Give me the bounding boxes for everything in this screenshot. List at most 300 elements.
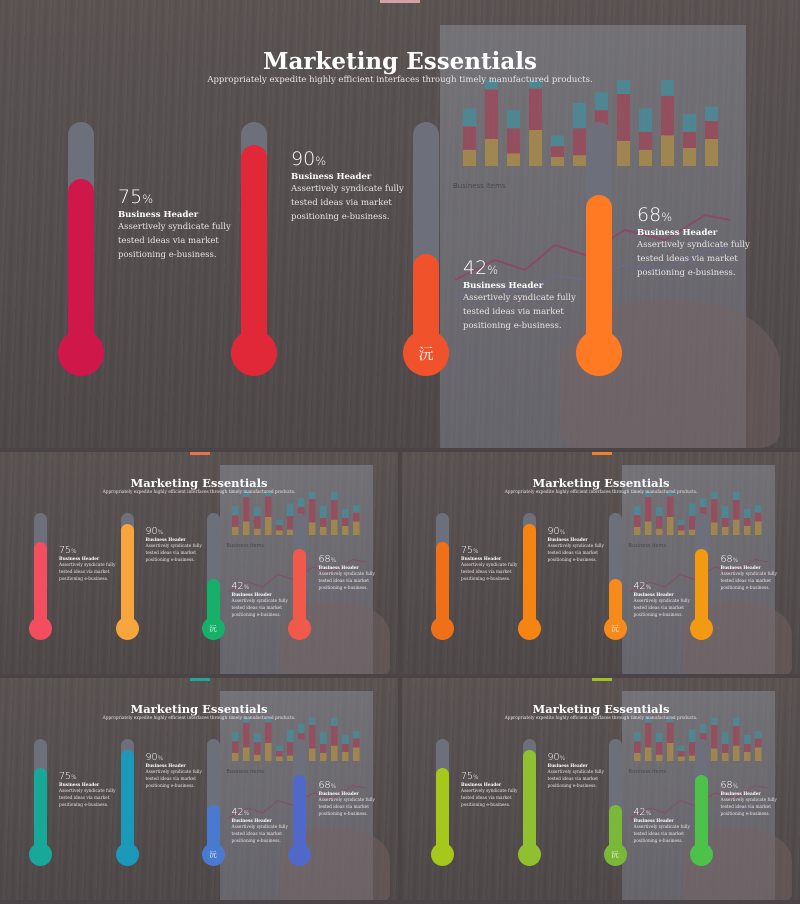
background-bar	[298, 498, 305, 507]
background-bar	[276, 525, 283, 530]
bulb-glyph-icon: 沅	[209, 850, 217, 859]
thermometer-tube	[34, 739, 47, 853]
thermometer-tube	[293, 739, 306, 853]
background-bar	[254, 755, 261, 761]
background-bar	[276, 757, 283, 762]
stat-header: Business Header	[547, 764, 588, 769]
stat-percent	[291, 148, 404, 170]
background-bar	[331, 520, 338, 535]
stat-header: Business Header	[59, 783, 100, 788]
thermometer-fill	[523, 524, 536, 627]
stat-value: 75	[59, 771, 72, 782]
stat-description-line: positioning e-business.	[318, 586, 368, 591]
thermometer-bulb	[29, 843, 52, 866]
slide-green	[402, 678, 800, 900]
stat-description-line: positioning e-business.	[720, 586, 770, 591]
stat-description-line: Assertively syndicate fully	[231, 598, 288, 604]
stat-header: Business Header	[318, 792, 359, 797]
stat-description-line: positioning e-business.	[633, 838, 683, 844]
background-chart-caption: Business items	[226, 543, 265, 549]
thermometer-tube	[34, 513, 47, 627]
background-bar	[722, 744, 729, 753]
stat-percent	[463, 257, 576, 279]
stat-description-line: Assertively syndicate fully	[291, 184, 404, 194]
stat-block	[548, 752, 604, 790]
background-bar	[744, 526, 751, 535]
thermometer-fill	[241, 145, 267, 350]
background-bar	[705, 107, 718, 121]
thermometer-tube	[523, 513, 536, 627]
stat-header: Business Header	[463, 281, 544, 291]
stat-percent	[319, 554, 375, 565]
background-bar	[276, 746, 283, 751]
background-bar	[232, 753, 239, 761]
page-subtitle: Appropriately expedite highly efficient interfaces through timely manufactured products.	[504, 715, 698, 721]
thermometer-bulb	[202, 617, 225, 640]
thermometer-tube	[413, 122, 439, 350]
thermometer-fill	[68, 179, 94, 350]
background-bar	[265, 496, 272, 517]
stat-description-line: Assertively syndicate fully	[59, 789, 116, 794]
stat-description-line: positioning e-business.	[231, 838, 281, 844]
background-bar	[309, 725, 316, 748]
background-bar	[645, 723, 652, 748]
background-bar	[265, 743, 272, 761]
stat-description-line: tested ideas via market	[118, 236, 219, 246]
stat-description-line: Assertively syndicate fully	[145, 544, 202, 549]
stat-percent	[721, 780, 777, 791]
background-bar	[463, 108, 476, 126]
stat-value: 75	[461, 771, 474, 782]
background-bar	[232, 527, 239, 535]
background-bar	[232, 506, 239, 515]
stat-description-line: positioning e-business.	[118, 250, 217, 260]
stat-percent	[59, 771, 115, 782]
thermometer-fill	[436, 542, 449, 628]
thermometer-fill	[34, 768, 47, 854]
stat-unit: %	[732, 558, 738, 564]
stat-block	[463, 257, 576, 333]
background-bar	[353, 513, 360, 522]
thermometer-bulb	[202, 843, 225, 866]
stat-description-line: tested ideas via market	[637, 254, 738, 264]
stat-value: 68	[318, 554, 331, 565]
thermometer-bulb	[116, 617, 139, 640]
background-bar	[656, 755, 663, 761]
background-bar	[683, 132, 696, 148]
background-bar	[656, 516, 663, 529]
stat-description-line: Assertively syndicate fully	[637, 240, 750, 250]
background-bar	[309, 522, 316, 535]
background-bar	[617, 141, 630, 166]
background-bar	[678, 520, 685, 525]
background-bar	[678, 751, 685, 756]
background-bar	[320, 753, 327, 761]
stat-unit: %	[732, 784, 738, 790]
stat-description-line: positioning e-business.	[145, 558, 195, 563]
background-bar	[634, 741, 641, 753]
thermometer-bulb	[116, 843, 139, 866]
stat-description-line: tested ideas via market	[145, 777, 196, 782]
slide-top-marker	[592, 678, 612, 681]
stat-block	[634, 807, 690, 845]
stat-description-line: tested ideas via market	[461, 796, 512, 801]
background-bar	[353, 739, 360, 748]
thermometer-bulb	[431, 843, 454, 866]
stat-percent	[637, 204, 750, 226]
background-bar	[276, 531, 283, 536]
background-bar	[265, 722, 272, 743]
stat-header: Business Header	[547, 538, 588, 543]
background-bar	[661, 96, 674, 136]
background-bar	[309, 499, 316, 522]
background-bar	[667, 496, 674, 517]
stat-description-line: Assertively syndicate fully	[547, 770, 604, 775]
background-bar	[733, 746, 740, 761]
background-bar	[683, 148, 696, 166]
background-bar	[353, 748, 360, 762]
stat-unit: %	[315, 154, 327, 168]
background-bar	[689, 504, 696, 517]
stat-description-line: tested ideas via market	[547, 551, 598, 556]
stat-unit: %	[559, 756, 565, 762]
stat-description-line: Assertively syndicate fully	[720, 572, 777, 577]
stat-block	[721, 780, 777, 818]
background-bar	[254, 529, 261, 535]
background-bar	[733, 500, 740, 520]
stat-description-line: Assertively syndicate fully	[461, 789, 518, 794]
slide-top-marker	[190, 678, 210, 681]
thermometer-tube	[523, 739, 536, 853]
stat-value: 90	[145, 526, 158, 537]
background-bar	[243, 497, 250, 522]
stat-description-line: tested ideas via market	[231, 605, 282, 611]
background-chart-caption: Business items	[226, 769, 265, 775]
stat-block	[319, 780, 375, 818]
background-bar	[755, 505, 762, 512]
stat-block	[59, 771, 115, 809]
thermometer-tube	[207, 739, 220, 853]
stat-block	[118, 186, 231, 262]
stat-description-line: Assertively syndicate fully	[463, 293, 576, 303]
thermometer-fill	[121, 524, 134, 627]
thermometer-bulb	[690, 617, 713, 640]
stat-block	[548, 526, 604, 564]
stat-description-line: tested ideas via market	[318, 579, 369, 584]
stat-header: Business Header	[231, 818, 272, 824]
stat-percent	[146, 526, 202, 537]
background-bar	[485, 139, 498, 166]
stat-description-line: positioning e-business.	[463, 321, 562, 331]
stat-description-line: Assertively syndicate fully	[318, 798, 375, 803]
background-bar	[342, 735, 349, 744]
thermometer-bulb	[288, 843, 311, 866]
stat-unit: %	[473, 775, 479, 781]
background-bar	[551, 146, 564, 157]
stat-description-line: tested ideas via market	[633, 605, 684, 611]
stat-header: Business Header	[231, 592, 272, 598]
background-bar	[744, 509, 751, 518]
stat-unit: %	[71, 549, 77, 555]
stat-value: 42	[231, 580, 244, 592]
background-bar	[287, 730, 294, 743]
stat-unit: %	[559, 530, 565, 536]
stat-header: Business Header	[461, 783, 502, 788]
background-bar	[755, 739, 762, 748]
stat-percent	[59, 545, 115, 556]
background-bar	[287, 504, 294, 517]
stat-description-line: Assertively syndicate fully	[547, 544, 604, 549]
thermometer-tube	[695, 739, 708, 853]
background-bar	[733, 726, 740, 746]
stat-unit: %	[157, 530, 163, 536]
background-bar	[254, 733, 261, 742]
slide-top-marker	[592, 452, 612, 455]
stat-value: 68	[720, 554, 733, 565]
background-bar	[529, 130, 542, 166]
stat-header: Business Header	[720, 792, 761, 797]
background-bar	[254, 742, 261, 755]
stat-percent	[721, 554, 777, 565]
background-bar	[733, 520, 740, 535]
background-chart-caption: Business items	[628, 769, 667, 775]
background-bar	[722, 732, 729, 744]
stat-header: Business Header	[633, 818, 674, 824]
page-title: Marketing Essentials	[130, 702, 268, 716]
stat-description-line: positioning e-business.	[637, 268, 736, 278]
background-bar	[353, 731, 360, 738]
background-chart-caption: Business items	[453, 182, 506, 190]
page-subtitle: Appropriately expedite highly efficient interfaces through timely manufactured products.	[102, 489, 296, 495]
slide-teal-blue	[0, 678, 398, 900]
background-bar	[507, 128, 520, 153]
background-bar	[342, 526, 349, 535]
background-bar	[254, 516, 261, 529]
background-bar	[342, 518, 349, 526]
stat-description-line: tested ideas via market	[231, 831, 282, 837]
stat-header: Business Header	[720, 566, 761, 571]
background-bar	[243, 522, 250, 536]
stat-value: 42	[463, 257, 488, 279]
stat-description-line: Assertively syndicate fully	[59, 563, 116, 568]
stat-unit: %	[330, 784, 336, 790]
stat-description-line: positioning e-business.	[461, 577, 511, 582]
stat-value: 42	[633, 580, 646, 592]
stat-percent	[461, 545, 517, 556]
stat-header: Business Header	[118, 210, 199, 220]
stat-unit: %	[645, 584, 651, 591]
stat-description-line: positioning e-business.	[318, 812, 368, 817]
stat-percent	[548, 752, 604, 763]
thermometer-bulb	[288, 617, 311, 640]
background-bar	[667, 517, 674, 535]
background-bar	[705, 139, 718, 166]
background-bar	[711, 499, 718, 522]
stat-unit: %	[330, 558, 336, 564]
stat-unit: %	[661, 210, 673, 224]
background-bar	[276, 751, 283, 756]
stat-percent	[461, 771, 517, 782]
stat-block	[232, 581, 288, 619]
background-bar	[744, 735, 751, 744]
background-bar	[353, 522, 360, 536]
background-bar	[595, 92, 608, 110]
thermometer-tube	[207, 513, 220, 627]
background-bar	[722, 527, 729, 535]
background-bar	[722, 753, 729, 761]
stat-description-line: positioning e-business.	[633, 612, 683, 618]
stat-description-line: tested ideas via market	[145, 551, 196, 556]
background-bar	[678, 757, 685, 762]
stat-description-line: positioning e-business.	[547, 558, 597, 563]
stat-description-line: positioning e-business.	[291, 212, 390, 222]
background-bar	[634, 753, 641, 761]
background-bar	[551, 157, 564, 166]
background-bar	[573, 128, 586, 155]
page-title: Marketing Essentials	[532, 702, 670, 716]
stat-description-line: positioning e-business.	[59, 803, 109, 808]
stat-description-line: positioning e-business.	[547, 784, 597, 789]
background-bar	[243, 748, 250, 762]
background-chart-caption: Business items	[628, 543, 667, 549]
thermometer-fill	[293, 775, 306, 853]
background-bar	[711, 748, 718, 761]
stat-description-line: positioning e-business.	[231, 612, 281, 618]
background-bar	[331, 500, 338, 520]
thermometer-tube	[695, 513, 708, 627]
thermometer-bulb	[604, 617, 627, 640]
thermometer-tube	[609, 513, 622, 627]
background-bar	[700, 724, 707, 733]
stat-description-line: Assertively syndicate fully	[145, 770, 202, 775]
stat-description-line: tested ideas via market	[318, 805, 369, 810]
stat-description-line: tested ideas via market	[720, 579, 771, 584]
stat-block	[232, 807, 288, 845]
stat-header: Business Header	[461, 557, 502, 562]
bulb-glyph-icon: 沅	[418, 344, 434, 363]
stat-description-line: tested ideas via market	[633, 831, 684, 837]
thermometer-fill	[586, 195, 612, 350]
background-bar	[678, 746, 685, 751]
background-bar	[639, 150, 652, 166]
stat-unit: %	[645, 810, 651, 817]
stat-description-line: Assertively syndicate fully	[118, 222, 231, 232]
background-bar	[320, 506, 327, 518]
background-bar	[683, 114, 696, 132]
thermometer-fill	[695, 775, 708, 853]
stat-description-line: tested ideas via market	[720, 805, 771, 810]
stat-header: Business Header	[637, 228, 718, 238]
background-bar	[744, 518, 751, 526]
stat-block	[637, 204, 750, 280]
stat-description-line: positioning e-business.	[461, 803, 511, 808]
background-bar	[551, 135, 564, 146]
stat-block	[721, 554, 777, 592]
thermometer-tube	[68, 122, 94, 350]
stat-block	[291, 148, 404, 224]
stat-percent	[118, 186, 231, 208]
background-bar	[722, 518, 729, 527]
slide-top-marker	[190, 452, 210, 455]
stat-block	[461, 545, 517, 583]
stat-description-line: tested ideas via market	[461, 570, 512, 575]
thermometer-bulb	[29, 617, 52, 640]
stat-description-line: tested ideas via market	[547, 777, 598, 782]
stat-value: 75	[461, 545, 474, 556]
stat-description-line: Assertively syndicate fully	[318, 572, 375, 577]
thermometer-tube	[609, 739, 622, 853]
page-title: Marketing Essentials	[263, 48, 537, 75]
stat-block	[59, 545, 115, 583]
stat-block	[461, 771, 517, 809]
background-bar	[232, 515, 239, 527]
background-bar	[661, 135, 674, 166]
stat-header: Business Header	[59, 557, 100, 562]
thermometer-bulb	[231, 330, 277, 376]
stat-unit: %	[243, 584, 249, 591]
background-bar	[573, 103, 586, 128]
background-bar	[331, 746, 338, 761]
bulb-glyph-icon: 沅	[611, 850, 619, 859]
background-bar	[507, 153, 520, 166]
background-bar	[645, 748, 652, 762]
stat-header: Business Header	[318, 566, 359, 571]
stat-value: 90	[145, 752, 158, 763]
stat-value: 68	[318, 780, 331, 791]
page-subtitle: Appropriately expedite highly efficient interfaces through timely manufactured products.	[504, 489, 698, 495]
thermometer-tube	[241, 122, 267, 350]
background-bar	[276, 520, 283, 525]
background-bar	[265, 517, 272, 535]
background-bar	[744, 752, 751, 761]
background-bar	[342, 744, 349, 752]
stat-value: 75	[118, 186, 143, 208]
stat-block	[319, 554, 375, 592]
thermometer-bulb	[690, 843, 713, 866]
background-bar	[656, 733, 663, 742]
stat-block	[146, 752, 202, 790]
stat-unit: %	[71, 775, 77, 781]
background-bar	[700, 498, 707, 507]
background-bar	[639, 108, 652, 131]
stat-unit: %	[157, 756, 163, 762]
thermometer-tube	[293, 513, 306, 627]
background-bar	[342, 752, 349, 761]
bulb-glyph-icon: 沅	[209, 624, 217, 633]
background-bar	[320, 732, 327, 744]
stat-description-line: positioning e-business.	[59, 577, 109, 582]
stat-value: 75	[59, 545, 72, 556]
thermometer-tube	[121, 513, 134, 627]
thermometer-fill	[436, 768, 449, 854]
thermometer-fill	[121, 750, 134, 853]
background-bar	[634, 515, 641, 527]
background-bar	[755, 748, 762, 762]
stat-percent	[232, 581, 288, 592]
stat-percent	[146, 752, 202, 763]
stat-header: Business Header	[633, 592, 674, 598]
stat-unit: %	[243, 810, 249, 817]
slide-top-marker	[380, 0, 420, 3]
background-bar	[755, 522, 762, 536]
slide-warm	[0, 452, 398, 674]
background-bar	[645, 497, 652, 522]
background-bar	[320, 527, 327, 535]
stat-description-line: tested ideas via market	[463, 307, 564, 317]
stat-value: 68	[720, 780, 733, 791]
thermometer-fill	[293, 549, 306, 627]
stat-header: Business Header	[145, 538, 186, 543]
